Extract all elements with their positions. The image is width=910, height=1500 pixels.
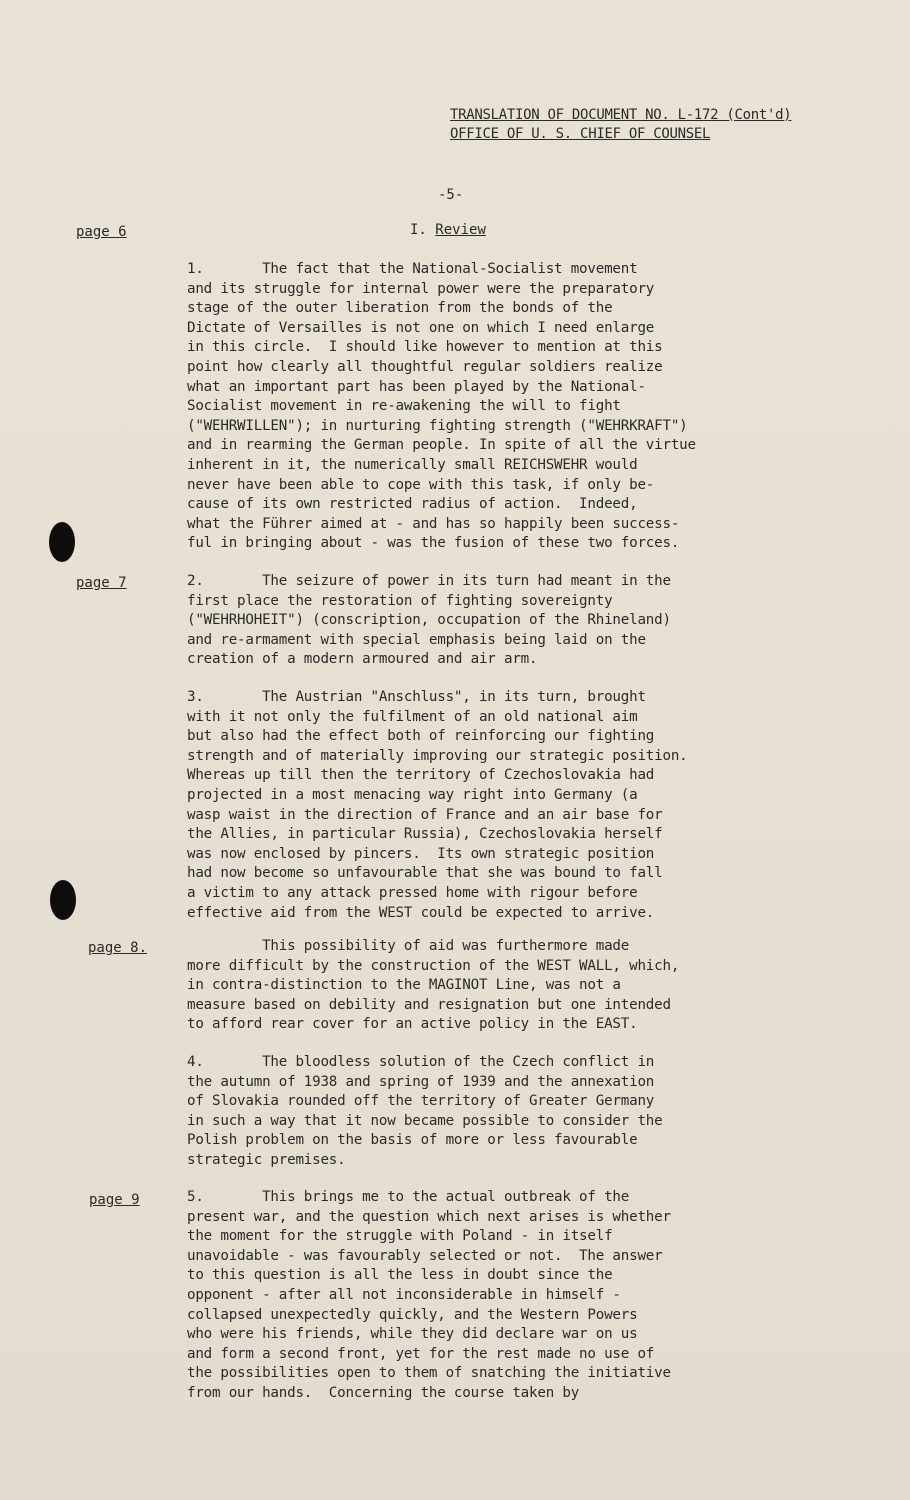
text-line: ("WEHRWILLEN"); in nurturing fighting strength ("WEHRKRAFT") bbox=[187, 417, 688, 434]
text-line: measure based on debility and resignation but one intended bbox=[187, 996, 671, 1013]
punch-hole bbox=[50, 880, 76, 920]
text-line: what the Führer aimed at - and has so happily been success- bbox=[187, 515, 680, 532]
text-line: Dictate of Versailles is not one on which I need enlarge bbox=[187, 319, 655, 336]
text-line: in this circle. I should like however to mention at this bbox=[187, 339, 663, 356]
text-line: what an important part has been played by the National- bbox=[187, 378, 646, 395]
margin-note-page-7: page 7 bbox=[76, 575, 127, 591]
header-translation-line: TRANSLATION OF DOCUMENT NO. L-172 (Cont'd) bbox=[450, 107, 792, 123]
text-line: and form a second front, yet for the rest made no use of bbox=[187, 1345, 655, 1362]
text-line: 3. The Austrian "Anschluss", in its turn, brought bbox=[187, 689, 646, 705]
text-line: wasp waist in the direction of France and an air base for bbox=[187, 806, 663, 823]
text-line: was now enclosed by pincers. Its own strategic position bbox=[187, 845, 655, 862]
margin-note-page-8: page 8. bbox=[88, 940, 148, 956]
paragraph-west-wall bbox=[187, 937, 777, 1035]
text-line: a victim to any attack pressed home with rigour before bbox=[187, 884, 638, 901]
text-line: This possibility of aid was furthermore made bbox=[187, 938, 630, 954]
text-line: projected in a most menacing way right into Germany (a bbox=[187, 786, 638, 803]
section-heading bbox=[410, 222, 486, 238]
text-line: stage of the outer liberation from the bonds of the bbox=[187, 300, 613, 317]
paragraph-4 bbox=[187, 1053, 777, 1171]
text-line: who were his friends, while they did declare war on us bbox=[187, 1326, 638, 1343]
text-line: point how clearly all thoughtful regular soldiers realize bbox=[187, 358, 663, 375]
text-line: ("WEHRHOHEIT") (conscription, occupation of the Rhineland) bbox=[187, 612, 671, 629]
text-line: cause of its own restricted radius of action. Indeed, bbox=[187, 496, 638, 513]
text-line: to this question is all the less in doubt since the bbox=[187, 1267, 613, 1284]
text-line: inherent in it, the numerically small REICHSWEHR would bbox=[187, 456, 638, 473]
text-line: collapsed unexpectedly quickly, and the Western Powers bbox=[187, 1306, 638, 1323]
header-office-line: OFFICE OF U. S. CHIEF OF COUNSEL bbox=[450, 126, 711, 142]
text-line: the possibilities open to them of snatching the initiative bbox=[187, 1365, 671, 1382]
text-line: to afford rear cover for an active policy in the EAST. bbox=[187, 1016, 638, 1033]
text-line: Polish problem on the basis of more or less favourable bbox=[187, 1132, 638, 1149]
section-title: Review bbox=[435, 222, 486, 238]
text-line: more difficult by the construction of the WEST WALL, which, bbox=[187, 957, 680, 974]
text-line: 4. The bloodless solution of the Czech conflict in bbox=[187, 1054, 655, 1070]
text-line: in such a way that it now became possible to consider the bbox=[187, 1112, 663, 1129]
margin-note-page-9: page 9 bbox=[89, 1192, 140, 1208]
section-numeral: I. bbox=[410, 222, 427, 238]
text-line: 5. This brings me to the actual outbreak of the bbox=[187, 1189, 630, 1205]
text-line: strategic premises. bbox=[187, 1151, 346, 1168]
text-line: and its struggle for internal power were the preparatory bbox=[187, 280, 655, 297]
page-number: -5- bbox=[438, 187, 464, 203]
text-line: and re-armament with special emphasis being laid on the bbox=[187, 631, 646, 648]
text-line: the autumn of 1938 and spring of 1939 and the annexation bbox=[187, 1073, 655, 1090]
text-line: strength and of materially improving our strategic position. bbox=[187, 747, 688, 764]
text-line: the Allies, in particular Russia), Czechoslovakia herself bbox=[187, 826, 663, 843]
text-line: 1. The fact that the National-Socialist movement bbox=[187, 261, 638, 277]
text-line: in contra-distinction to the MAGINOT Line, was not a bbox=[187, 977, 621, 994]
text-line: the moment for the struggle with Poland - in itself bbox=[187, 1228, 613, 1245]
text-line: had now become so unfavourable that she was bound to fall bbox=[187, 865, 663, 882]
text-line: Socialist movement in re-awakening the will to fight bbox=[187, 398, 621, 415]
paragraph-2 bbox=[187, 572, 777, 670]
paragraph-1 bbox=[187, 260, 777, 554]
text-line: never have been able to cope with this task, if only be- bbox=[187, 476, 655, 493]
paragraph-5 bbox=[187, 1188, 777, 1404]
text-line: ful in bringing about - was the fusion of these two forces. bbox=[187, 535, 680, 552]
text-line: 2. The seizure of power in its turn had meant in the bbox=[187, 573, 671, 589]
text-line: of Slovakia rounded off the territory of Greater Germany bbox=[187, 1093, 655, 1110]
text-line: with it not only the fulfilment of an old national aim bbox=[187, 708, 638, 725]
text-line: but also had the effect both of reinforcing our fighting bbox=[187, 728, 655, 745]
text-line: from our hands. Concerning the course taken by bbox=[187, 1384, 580, 1401]
text-line: opponent - after all not inconsiderable in himself - bbox=[187, 1286, 621, 1303]
punch-hole bbox=[49, 522, 75, 562]
text-line: effective aid from the WEST could be expected to arrive. bbox=[187, 904, 655, 921]
text-line: creation of a modern armoured and air arm. bbox=[187, 651, 538, 668]
text-line: first place the restoration of fighting sovereignty bbox=[187, 592, 613, 609]
text-line: present war, and the question which next arises is whether bbox=[187, 1208, 671, 1225]
margin-note-page-6: page 6 bbox=[76, 224, 127, 240]
text-line: and in rearming the German people. In spite of all the virtue bbox=[187, 437, 696, 454]
text-line: Whereas up till then the territory of Czechoslovakia had bbox=[187, 767, 655, 784]
text-line: unavoidable - was favourably selected or not. The answer bbox=[187, 1247, 663, 1264]
paragraph-3 bbox=[187, 688, 777, 923]
